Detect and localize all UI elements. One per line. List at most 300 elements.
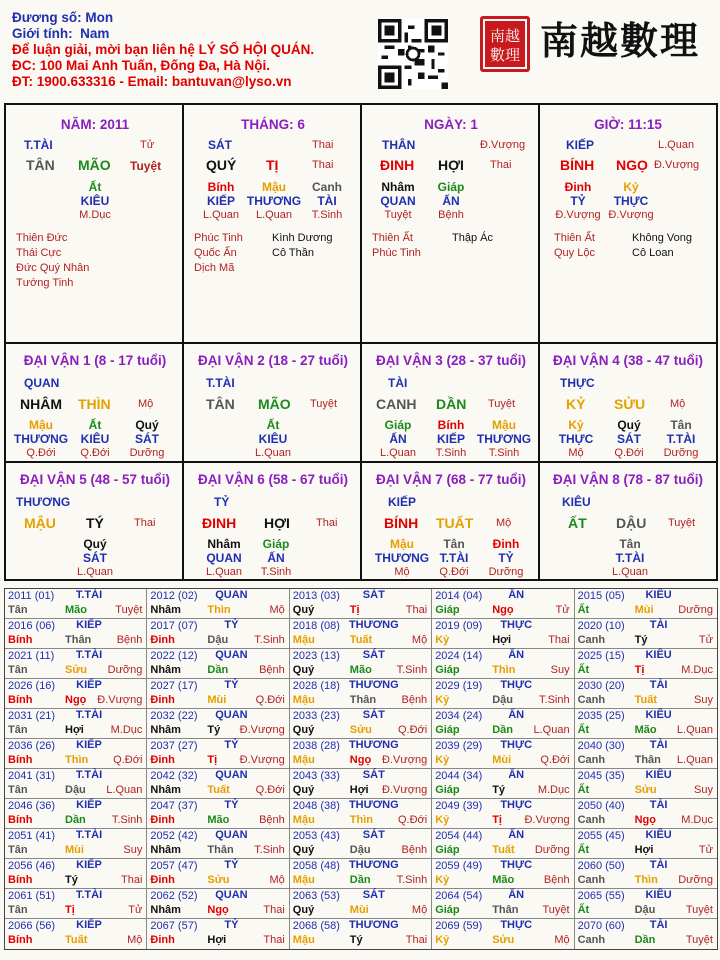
dai-van-star: KIẾP (388, 495, 417, 509)
year-label: 2045 (35) (577, 770, 625, 782)
star-item: Cô Loan (632, 247, 674, 259)
year-state: Đ.Vượng (382, 784, 428, 796)
hidden-star-3: TỶ (498, 551, 514, 565)
year-can: Đinh (150, 874, 175, 886)
dai-van-chi: TUẤT (436, 515, 474, 531)
year-can: Ất (577, 724, 590, 736)
year-can: Kỷ (435, 874, 450, 886)
hidden-can-1: Mậu (390, 537, 414, 551)
year-star: T.TÀI (75, 829, 103, 841)
year-label: 2034 (24) (435, 710, 483, 722)
year-state: Thai (548, 634, 570, 646)
hidden-star-2: ẤN (267, 551, 285, 565)
year-cell (147, 709, 289, 739)
hidden-star-2: ẤN (442, 194, 460, 208)
dai-van-3 (362, 344, 540, 463)
hidden-star-1: KIẾP (206, 194, 236, 208)
year-can: Bính (8, 814, 33, 826)
year-label: 2056 (46) (8, 860, 56, 872)
year-label: 2055 (45) (577, 830, 625, 842)
hidden-can-3: Đinh (492, 537, 520, 551)
year-star: THỰC (500, 619, 533, 631)
year-chi: Sửu (492, 934, 515, 946)
year-chi: Thân (492, 904, 519, 916)
year-chi: Dậu (492, 694, 513, 706)
pillar-state-top: Tử (140, 139, 155, 151)
year-cell (575, 619, 717, 649)
year-can: Tân (8, 664, 28, 676)
year-star: TÀI (649, 919, 668, 931)
year-cell (432, 799, 574, 829)
year-cell (575, 679, 717, 709)
hidden-can-2: Kỷ (623, 180, 639, 194)
year-cell (290, 739, 432, 769)
year-state: Bệnh (401, 694, 428, 706)
year-label: 2032 (22) (150, 710, 198, 722)
pillar-title: NGÀY: 1 (424, 117, 478, 132)
year-state: Q.Đới (397, 724, 428, 736)
star-item: Quốc Ấn (194, 247, 237, 259)
year-cell (290, 589, 432, 619)
year-star: TÀI (649, 799, 668, 811)
year-label: 2068 (58) (292, 920, 340, 932)
dai-van-can: BÍNH (384, 515, 419, 531)
year-can: Canh (577, 754, 606, 766)
hidden-star-1: THƯƠNG (13, 432, 69, 446)
star-item: Tướng Tinh (16, 277, 74, 289)
year-cell (432, 739, 574, 769)
year-state: Đ.Vượng (382, 754, 428, 766)
year-cell (147, 619, 289, 649)
year-cell (432, 889, 574, 919)
year-star: THƯƠNG (348, 919, 399, 931)
pillar-star-top: T.TÀI (24, 138, 53, 152)
year-state: Thai (405, 604, 428, 616)
year-star: KIÊU (645, 769, 672, 781)
year-state: Tử (555, 604, 570, 616)
year-cell (290, 799, 432, 829)
year-label: 2061 (51) (8, 890, 56, 902)
year-can: Kỷ (435, 814, 450, 826)
star-item: Không Vong (632, 232, 692, 244)
year-star: ẤN (508, 649, 525, 661)
year-can: Canh (577, 874, 606, 886)
year-cell (147, 799, 289, 829)
year-star: QUAN (215, 829, 248, 841)
year-label: 2070 (60) (577, 920, 625, 932)
year-label: 2046 (36) (8, 800, 56, 812)
year-star: QUAN (215, 589, 248, 601)
chart-header (12, 10, 314, 90)
year-chi: Dần (65, 814, 86, 826)
year-chi: Tị (65, 904, 75, 916)
dai-van-title: ĐẠI VẬN 4 (38 - 47 tuổi) (552, 353, 704, 368)
year-can: Kỷ (435, 934, 450, 946)
year-cell (5, 619, 147, 649)
year-state: Đ.Vượng (239, 754, 285, 766)
year-star: KIẾP (76, 799, 102, 811)
year-cell (432, 829, 574, 859)
year-chi: Mùi (492, 754, 512, 766)
year-chi: Hợi (65, 724, 84, 736)
hidden-state-1: Đ.Vượng (555, 209, 601, 221)
year-label: 2024 (14) (435, 650, 483, 662)
hidden-star-2: KIẾP (436, 432, 466, 446)
year-can: Kỷ (435, 634, 450, 646)
year-can: Kỷ (435, 754, 450, 766)
year-star: TÀI (649, 679, 668, 691)
year-can: Quý (292, 904, 315, 916)
year-chi: Tuất (349, 634, 373, 646)
year-can: Giáp (435, 784, 460, 796)
year-can: Tân (8, 724, 28, 736)
year-can: Kỷ (435, 694, 450, 706)
year-state: Thai (263, 934, 285, 946)
pillar-can: ĐINH (380, 157, 415, 173)
duong-so-label: Đương số: (12, 10, 82, 25)
pillar-title: GIỜ: 11:15 (594, 117, 662, 132)
year-chi: Mão (634, 724, 657, 736)
year-can: Quý (292, 664, 315, 676)
hidden-state-1: Q.Đới (26, 447, 56, 459)
dai-van-can: CANH (376, 396, 417, 412)
year-label: 2044 (34) (435, 770, 483, 782)
hidden-can-2: Bính (437, 418, 465, 432)
year-star: KIÊU (645, 829, 672, 841)
year-chi: Mão (207, 814, 230, 826)
star-list-2 (272, 231, 332, 261)
year-chi: Tý (349, 934, 363, 946)
year-chi: Tị (634, 664, 645, 676)
year-chi: Tý (65, 874, 78, 886)
year-chi: Dậu (634, 904, 656, 916)
year-label: 2020 (10) (577, 620, 625, 632)
year-state: Bệnh (401, 844, 428, 856)
year-star: TỶ (224, 679, 239, 691)
star-list-1 (554, 231, 595, 261)
hidden-star-2: THỰC (613, 194, 649, 208)
year-can: Quý (292, 724, 315, 736)
year-star: TỶ (224, 919, 239, 931)
hidden-star-1: THƯƠNG (374, 551, 430, 565)
year-state: Thai (120, 874, 143, 886)
dai-van-title: ĐẠI VẬN 3 (28 - 37 tuổi) (375, 353, 527, 368)
year-star: ẤN (508, 889, 525, 901)
star-item: Thiên Đức (16, 232, 68, 244)
year-star: THƯƠNG (348, 859, 399, 871)
hidden-state-2: Q.Đới (80, 447, 110, 459)
year-label: 2051 (41) (8, 830, 56, 842)
pillar-month (184, 105, 362, 344)
hidden-can-2: Quý (617, 418, 641, 432)
year-can: Canh (577, 694, 606, 706)
year-can: Tân (8, 904, 28, 916)
year-state: Tuyệt (685, 904, 713, 916)
dai-van-4 (540, 344, 716, 463)
year-star: SÁT (362, 889, 385, 901)
year-can: Bính (8, 694, 33, 706)
year-star: QUAN (215, 709, 248, 721)
year-cell (575, 919, 717, 949)
star-item: Thiên Ất (554, 232, 595, 244)
pillar-chi: MÃO (78, 157, 111, 173)
year-label: 2011 (01) (8, 590, 55, 602)
year-star: TỶ (224, 619, 239, 631)
year-state: Mộ (411, 634, 428, 646)
year-state: Q.Đới (255, 784, 285, 796)
year-label: 2062 (52) (150, 890, 198, 902)
year-cell (290, 679, 432, 709)
hidden-star-3: T.TÀI (666, 432, 696, 446)
dai-van-star: QUAN (24, 376, 60, 390)
year-chi: Sửu (634, 784, 657, 796)
hidden-can-2: Tân (443, 537, 465, 551)
dai-van-state: Mộ (670, 398, 686, 410)
hidden-can-3: Tân (670, 418, 692, 432)
year-cell (147, 739, 289, 769)
dai-van-2 (184, 344, 362, 463)
dai-van-6 (184, 463, 362, 579)
year-chi: Thìn (349, 814, 374, 826)
year-chi: Hợi (349, 784, 369, 796)
pillar-title: NĂM: 2011 (60, 117, 130, 132)
year-state: Đ.Vượng (524, 814, 570, 826)
year-chi: Mão (65, 604, 87, 616)
hidden-star-1: TỶ (570, 194, 586, 208)
hidden-state-3: T.Sinh (488, 447, 520, 459)
year-can: Mậu (292, 754, 315, 766)
year-can: Tân (8, 604, 28, 616)
qr-code-icon[interactable] (378, 19, 448, 89)
year-state: Mộ (269, 874, 285, 886)
year-chi: Mùi (634, 604, 654, 616)
year-state: Q.Đới (397, 814, 428, 826)
pillar-state-chi: Thai (312, 159, 334, 171)
year-cell (5, 589, 147, 619)
contact-line-2: ĐC: 100 Mai Anh Tuấn, Đống Đa, Hà Nội. (12, 58, 271, 73)
pillar-title: THÁNG: 6 (241, 117, 305, 132)
year-star: KIÊU (645, 709, 672, 721)
hidden-state-1: L.Quan (76, 566, 114, 578)
year-label: 2058 (48) (292, 860, 340, 872)
year-can: Quý (292, 784, 315, 796)
hidden-star-2: KIÊU (80, 432, 110, 446)
year-state: M.Dục (110, 724, 143, 736)
year-label: 2031 (21) (8, 710, 56, 722)
contact-line-3: ĐT: 1900.633316 - Email: bantuvan@lyso.vn (12, 74, 292, 89)
year-can: Ất (577, 784, 590, 796)
year-label: 2029 (19) (435, 680, 483, 692)
year-label: 2023 (13) (292, 650, 340, 662)
year-can: Canh (577, 814, 606, 826)
hidden-state-3: Dưỡng (663, 447, 699, 459)
year-label: 2049 (39) (435, 800, 483, 812)
year-chi: Dậu (65, 784, 86, 796)
year-label: 2060 (50) (577, 860, 625, 872)
year-state: L.Quan (533, 724, 570, 736)
hidden-star-2: T.TÀI (439, 551, 469, 565)
year-cell (290, 889, 432, 919)
year-chi: Thìn (634, 874, 658, 886)
year-star: KIẾP (76, 739, 102, 751)
year-label: 2041 (31) (8, 770, 56, 782)
year-state: Suy (550, 664, 570, 676)
year-star: TÀI (649, 619, 668, 631)
year-chi: Thìn (492, 664, 516, 676)
year-star: TỶ (224, 859, 239, 871)
year-state: T.Sinh (111, 814, 143, 826)
year-cell (432, 859, 574, 889)
star-list-1 (194, 231, 243, 276)
hidden-state-2: Bệnh (438, 209, 464, 221)
year-label: 2038 (28) (292, 740, 340, 752)
year-state: Q.Đới (540, 754, 570, 766)
star-item: Quy Lộc (554, 247, 595, 259)
hidden-state-2: Q.Đới (439, 566, 469, 578)
year-can: Tân (8, 784, 28, 796)
dai-van-title: ĐẠI VẬN 2 (18 - 27 tuổi) (197, 353, 349, 368)
dai-van-star: KIÊU (562, 495, 591, 509)
year-chi: Tuất (634, 694, 657, 706)
star-item: Thái Cực (16, 247, 62, 259)
hidden-state-1: Tuyệt (384, 209, 412, 221)
year-state: Dưỡng (678, 604, 713, 616)
year-star: ẤN (508, 829, 525, 841)
hidden-can-1: Giáp (384, 418, 412, 432)
year-star: THỰC (500, 919, 533, 931)
year-state: Thai (263, 904, 285, 916)
dai-van-state: Tuyệt (668, 517, 696, 529)
duong-so-value: Mon (85, 10, 114, 25)
year-cell (575, 889, 717, 919)
year-cell (432, 649, 574, 679)
year-state: Dưỡng (107, 664, 143, 676)
dai-van-chi: DẬU (616, 515, 647, 531)
year-label: 2017 (07) (150, 620, 198, 632)
pillar-state-top: L.Quan (658, 139, 695, 151)
pillar-day (362, 105, 540, 344)
contact-line-1: Để luận giải, mời bạn liên hệ LÝ SỐ HỘI QUÁN. (12, 42, 315, 57)
year-label: 2027 (17) (150, 680, 198, 692)
star-list-1 (16, 231, 89, 291)
year-star: SÁT (362, 829, 385, 841)
year-can: Quý (292, 604, 315, 616)
hidden-can: Ất (88, 180, 102, 194)
year-state: T.Sinh (396, 874, 428, 886)
year-can: Mậu (292, 874, 315, 886)
pillar-star-top: SÁT (208, 138, 232, 152)
hidden-star-1: KIÊU (258, 432, 288, 446)
year-chi: Sửu (207, 874, 230, 886)
dai-van-star: TỶ (214, 495, 230, 509)
year-chi: Mão (349, 664, 372, 676)
year-cell (147, 889, 289, 919)
year-cell (432, 679, 574, 709)
dai-van-can: TÂN (206, 396, 235, 412)
brand-title: 南越數理 (540, 18, 701, 63)
year-cell (5, 769, 147, 799)
hidden-can-2: Giáp (437, 180, 465, 194)
year-can: Bính (8, 934, 33, 946)
year-state: Mộ (127, 934, 143, 946)
hidden-star-3: SÁT (135, 432, 159, 446)
year-state: Bệnh (116, 634, 143, 646)
hidden-state-3: Dưỡng (488, 566, 524, 578)
year-can: Bính (8, 754, 33, 766)
year-chi: Tị (349, 604, 360, 616)
year-cell (290, 919, 432, 949)
year-can: Giáp (435, 904, 460, 916)
year-label: 2019 (09) (435, 620, 483, 632)
year-cell (147, 769, 289, 799)
hidden-state-2: Q.Đới (614, 447, 644, 459)
year-label: 2037 (27) (150, 740, 198, 752)
year-star: ẤN (508, 769, 525, 781)
year-chi: Thân (349, 694, 377, 706)
year-can: Nhâm (150, 724, 181, 736)
hidden-can-1: Bính (207, 180, 235, 194)
pillar-chi: TỊ (266, 157, 279, 173)
year-chi: Dần (349, 874, 371, 886)
star-list-1 (372, 231, 421, 261)
year-state: Tử (698, 844, 713, 856)
year-label: 2067 (57) (150, 920, 198, 932)
year-star: SÁT (362, 769, 385, 781)
year-chi: Thìn (65, 754, 89, 766)
year-star: THƯƠNG (348, 619, 399, 631)
hidden-can-2: Giáp (262, 537, 290, 551)
dai-van-title: ĐẠI VẬN 8 (78 - 87 tuổi) (552, 472, 704, 487)
year-cell (147, 919, 289, 949)
dai-van-star: T.TÀI (206, 376, 235, 390)
hidden-can-3: Quý (135, 418, 159, 432)
star-item: Phúc Tinh (372, 247, 421, 259)
year-state: Đ.Vượng (97, 694, 143, 706)
dai-van-7 (362, 463, 540, 579)
year-chi: Dần (492, 724, 513, 736)
year-chi: Ngọ (634, 814, 656, 826)
year-cell (432, 619, 574, 649)
year-star: T.TÀI (75, 709, 103, 721)
year-chi: Dậu (207, 634, 229, 646)
hidden-star-2: SÁT (617, 432, 641, 446)
annual-luck-grid (4, 588, 718, 950)
year-cell (290, 619, 432, 649)
dai-van-1 (6, 344, 184, 463)
year-label: 2050 (40) (577, 800, 625, 812)
year-cell (575, 739, 717, 769)
year-label: 2043 (33) (292, 770, 340, 782)
year-state: M.Dục (681, 814, 713, 826)
year-can: Nhâm (150, 784, 181, 796)
year-star: KIÊU (645, 589, 672, 601)
year-cell (575, 829, 717, 859)
pillar-can: BÍNH (560, 157, 595, 173)
year-label: 2057 (47) (150, 860, 198, 872)
year-label: 2013 (03) (292, 590, 340, 602)
year-chi: Tuất (65, 934, 88, 946)
star-item: Phúc Tinh (194, 232, 243, 244)
dai-van-chi: THÌN (78, 396, 111, 412)
year-star: TỶ (224, 739, 239, 751)
year-label: 2059 (49) (435, 860, 483, 872)
year-chi: Hợi (207, 934, 227, 946)
year-cell (290, 649, 432, 679)
year-label: 2016 (06) (8, 620, 56, 632)
pillar-state-top: Thai (312, 139, 334, 151)
hidden-star-2: THƯƠNG (246, 194, 302, 208)
year-can: Nhâm (150, 664, 181, 676)
